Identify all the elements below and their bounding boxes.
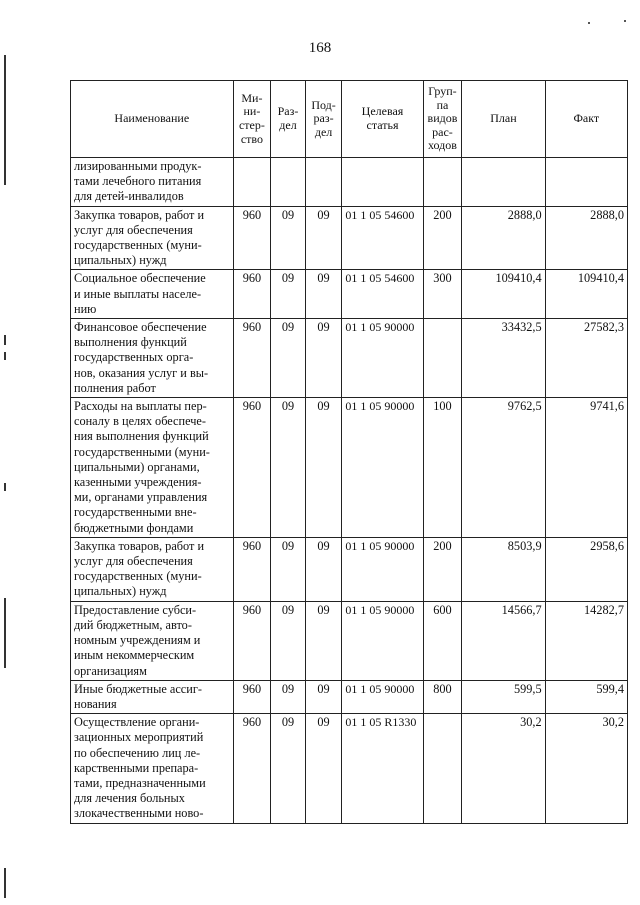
cell-name-line: Расходы на выплаты пер- [74,399,207,414]
cell-name-line: государственных (муни- [74,238,202,253]
cell-name-line: организациям [74,663,147,678]
cell-name [71,398,234,538]
cell-name-line: казенными учреждения- [74,475,202,490]
col-header-ministry [233,81,271,158]
cell-section: 09 [271,398,306,538]
cell-name-line: услуг для обеспечения [74,222,193,237]
cell-section: 09 [271,319,306,398]
cell-fact: 2958,6 [545,537,627,601]
cell-target: 01 1 05 R1330 [342,714,423,823]
cell-name-line: для лечения больных [74,791,185,806]
cell-name-line: услуг для обеспечения [74,554,193,569]
table-row [71,206,628,270]
col-header-name: Наименование [71,81,234,158]
cell-subsection: 09 [305,398,342,538]
col-header-line: Ми- [241,90,263,105]
cell-ministry: 960 [233,319,271,398]
table-row [71,714,628,823]
cell-name-line: и иные выплаты населе- [74,286,202,301]
table-row [71,158,628,207]
cell-expense-group: 200 [423,537,462,601]
cell-subsection: 09 [305,537,342,601]
col-header-section [271,81,306,158]
cell-name-line: Предоставление субси- [74,602,197,617]
cell-expense-group: 300 [423,270,462,319]
cell-name-line: для детей-инвалидов [74,189,184,204]
budget-table [70,80,628,824]
cell-name-line: Осуществление органи- [74,715,200,730]
cell-plan: 109410,4 [462,270,545,319]
cell-target: 01 1 05 90000 [342,398,423,538]
cell-name-line: государственных (муни- [74,569,202,584]
cell-subsection: 09 [305,601,342,680]
cell-name-line: лизированными продук- [74,159,202,173]
cell-target: 01 1 05 90000 [342,601,423,680]
cell-name-line: дий бюджетным, авто- [74,617,192,632]
cell-name-line: Закупка товаров, работ и [74,207,205,222]
cell-fact: 2888,0 [545,206,627,270]
table-row [71,537,628,601]
cell-name-line: бюджетными фондами [74,520,194,535]
cell-ministry: 960 [233,680,271,713]
cell-plan [462,158,545,207]
cell-name-line: соналу в целях обеспече- [74,414,206,429]
cell-name-line: выполнения функций [74,335,187,350]
cell-plan: 30,2 [462,714,545,823]
cell-name [71,158,234,207]
cell-target: 01 1 05 54600 [342,206,423,270]
cell-plan: 9762,5 [462,398,545,538]
cell-name-line: государственных орга- [74,350,194,365]
cell-name-line: карственными препара- [74,760,199,775]
cell-subsection: 09 [305,319,342,398]
table-header-row [71,81,628,158]
cell-name-line: тами, предназначенными [74,775,206,790]
col-header-line: Груп- [428,84,457,99]
cell-fact: 30,2 [545,714,627,823]
cell-name-line: злокачественными ново- [74,806,204,821]
cell-subsection: 09 [305,680,342,713]
cell-name-line: тами лечебного питания [74,174,202,189]
scan-edge-mark [4,335,6,345]
cell-plan: 8503,9 [462,537,545,601]
cell-fact: 14282,7 [545,601,627,680]
cell-name-line: по обеспечению лиц ле- [74,745,201,760]
cell-name-line: ния выполнения функций [74,429,209,444]
col-header-line: па [436,97,449,112]
cell-ministry: 960 [233,714,271,823]
scan-dot [588,22,590,24]
cell-name [71,680,234,713]
cell-name-line: полнения работ [74,380,156,395]
cell-ministry: 960 [233,398,271,538]
col-header-plan: План [462,81,545,158]
cell-expense-group [423,158,462,207]
cell-name-line: государственными (муни- [74,444,210,459]
col-header-target [342,81,423,158]
cell-target: 01 1 05 90000 [342,680,423,713]
cell-plan: 2888,0 [462,206,545,270]
cell-name-line: государственными вне- [74,505,197,520]
cell-name-line: ципальных) нужд [74,584,167,599]
cell-name-line: ми, органами управления [74,490,208,505]
cell-section [271,158,306,207]
cell-expense-group: 100 [423,398,462,538]
cell-ministry: 960 [233,537,271,601]
cell-name [71,270,234,319]
cell-name [71,714,234,823]
cell-subsection: 09 [305,270,342,319]
col-header-line: дел [279,118,297,132]
cell-target: 01 1 05 90000 [342,319,423,398]
cell-target: 01 1 05 54600 [342,270,423,319]
cell-section: 09 [271,537,306,601]
scan-edge-mark [4,868,6,898]
table-row [71,270,628,319]
cell-section: 09 [271,601,306,680]
cell-expense-group [423,319,462,398]
scan-edge-mark [4,598,6,668]
scan-edge-mark [4,55,6,185]
cell-name-line: нования [74,696,117,711]
cell-name-line: Закупка товаров, работ и [74,538,205,553]
table-row [71,319,628,398]
col-header-line: видов [427,111,458,126]
cell-ministry: 960 [233,601,271,680]
col-header-line: стер- [238,118,265,132]
col-header-line: статья [366,118,399,132]
scan-dot [624,20,626,22]
cell-name-line: Финансовое обеспечение [74,320,207,335]
cell-target: 01 1 05 90000 [342,537,423,601]
cell-plan: 33432,5 [462,319,545,398]
col-header-line: рас- [432,124,453,139]
col-header-line: раз- [313,111,334,126]
cell-name-line: нию [74,301,97,316]
cell-subsection: 09 [305,206,342,270]
col-header-line: дел [314,124,333,139]
cell-plan: 599,5 [462,680,545,713]
scan-edge-mark [4,483,6,491]
col-header-line: ходов [427,138,457,153]
cell-name [71,319,234,398]
cell-fact [545,158,627,207]
cell-subsection: 09 [305,714,342,823]
cell-section: 09 [271,206,306,270]
page-number: 168 [308,40,332,56]
cell-name [71,601,234,680]
cell-name-line: иным некоммерческим [74,648,195,663]
cell-section: 09 [271,680,306,713]
cell-fact: 9741,6 [545,398,627,538]
cell-subsection [305,158,342,207]
table-row [71,680,628,713]
cell-fact: 27582,3 [545,319,627,398]
cell-expense-group: 200 [423,206,462,270]
cell-name [71,206,234,270]
cell-expense-group: 800 [423,680,462,713]
cell-ministry: 960 [233,270,271,319]
table-row [71,398,628,538]
cell-fact: 599,4 [545,680,627,713]
col-header-line: Раз- [277,104,299,119]
cell-name-line: номным учреждениям и [74,633,201,648]
cell-ministry: 960 [233,206,271,270]
table-row [71,601,628,680]
cell-name-line: ципальными) органами, [74,459,200,474]
cell-expense-group [423,714,462,823]
col-header-expense-group [423,81,462,158]
col-header-fact: Факт [545,81,627,158]
col-header-line: Целевая [361,104,404,119]
cell-section: 09 [271,270,306,319]
col-header-line: Под- [311,97,336,112]
scan-edge-mark [4,352,6,360]
cell-name-line: зационных мероприятий [74,730,204,745]
cell-name-line: Иные бюджетные ассиг- [74,681,202,696]
col-header-subsection [305,81,342,158]
cell-expense-group: 600 [423,601,462,680]
cell-plan: 14566,7 [462,601,545,680]
col-header-line: ни- [243,104,261,119]
cell-ministry [233,158,271,207]
cell-target [342,158,423,207]
cell-section: 09 [271,714,306,823]
budget-table-body [71,158,628,824]
cell-name-line: нов, оказания услуг и вы- [74,365,209,380]
cell-name-line: ципальных) нужд [74,253,167,268]
col-header-line: ство [240,131,263,146]
cell-fact: 109410,4 [545,270,627,319]
cell-name [71,537,234,601]
cell-name-line: Социальное обеспечение [74,271,206,286]
